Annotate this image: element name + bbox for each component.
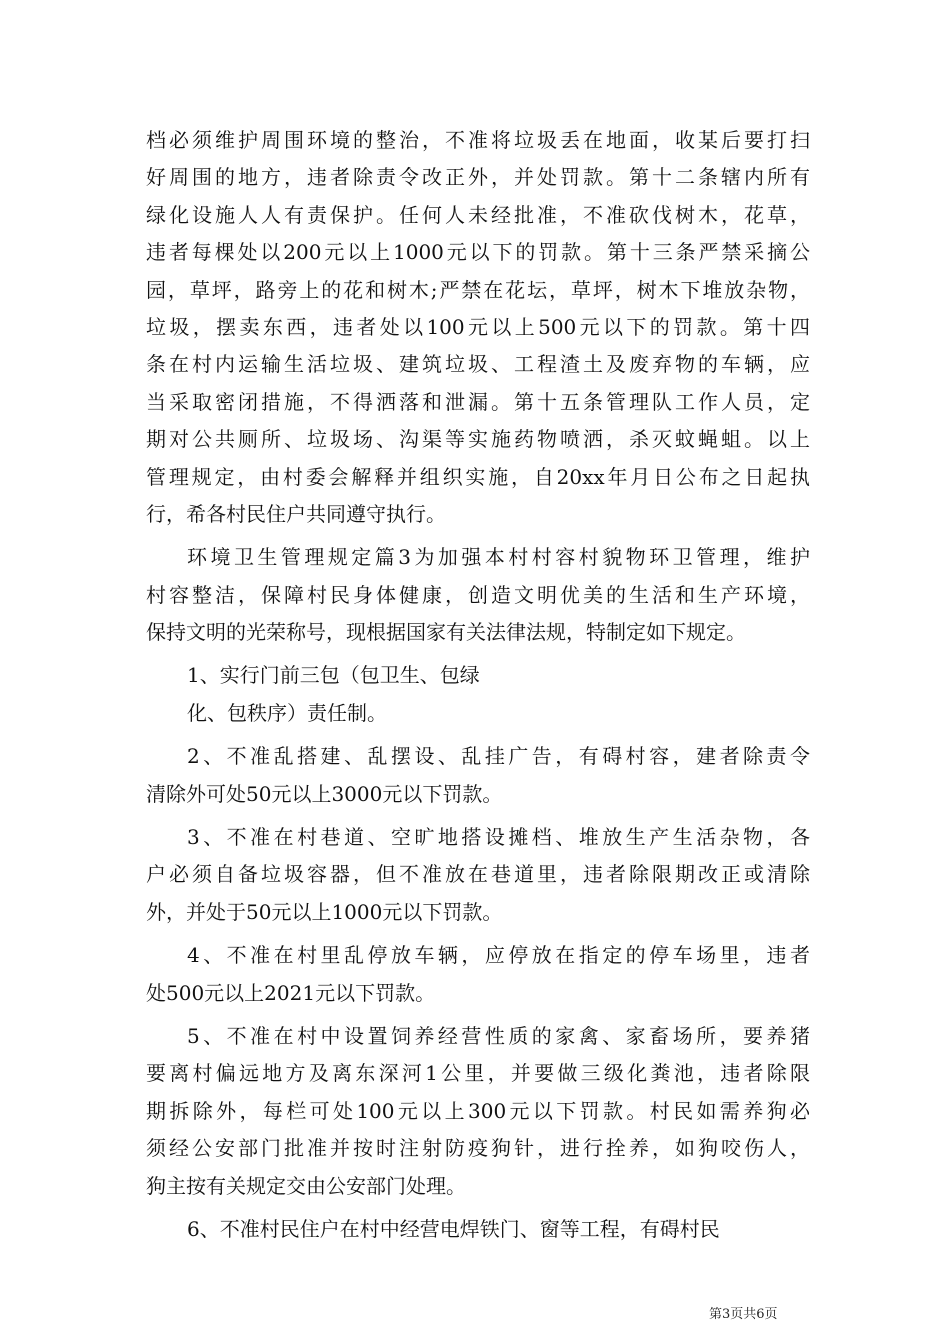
text-line: 园，草坪，路旁上的花和树木;严禁在花坛，草坪，树木下堆放杂物，: [146, 277, 810, 302]
text-line: 1、实行门前三包（包卫生、包绿: [187, 663, 480, 688]
text-line: 5、不准在村中设置饲养经营性质的家禽、家畜场所，要养猪: [187, 1023, 810, 1048]
text-line: 外，并处于50元以上1000元以下罚款。: [146, 899, 503, 924]
text-line: 须经公安部门批准并按时注射防疫狗针，进行拴养，如狗咬伤人，: [146, 1136, 810, 1161]
text-line: 当采取密闭措施，不得洒落和泄漏。第十五条管理队工作人员，定: [146, 389, 810, 414]
document-body: [146, 122, 810, 1248]
page-number: 第3页共6页: [709, 1307, 778, 1322]
text-line: 2、不准乱搭建、乱摆设、乱挂广告，有碍村容，建者除责令: [187, 744, 810, 769]
text-line: 4、不准在村里乱停放车辆，应停放在指定的停车场里，违者: [187, 943, 810, 968]
text-line: 条在村内运输生活垃圾、建筑垃圾、工程渣土及废弃物的车辆，应: [146, 352, 810, 377]
text-line: 村容整洁，保障村民身体健康，创造文明优美的生活和生产环境，: [146, 582, 810, 607]
text-line: 期拆除外，每栏可处100元以上300元以下罚款。村民如需养狗必: [146, 1098, 810, 1123]
text-line: 狗主按有关规定交由公安部门处理。: [146, 1173, 466, 1198]
text-line: 处500元以上2021元以下罚款。: [146, 980, 436, 1005]
text-line: 6、不准村民住户在村中经营电焊铁门、窗等工程，有碍村民: [187, 1216, 720, 1241]
text-line: 环境卫生管理规定篇3为加强本村村容村貌物环卫管理，维护: [187, 545, 810, 570]
text-line: 化、包秩序）责任制。: [187, 700, 387, 725]
text-line: 要离村偏远地方及离东深河1公里，并要做三级化粪池，违者除限: [146, 1061, 810, 1086]
text-line: 户必须自备垃圾容器，但不准放在巷道里，违者除限期改正或清除: [146, 862, 810, 887]
text-line: 绿化设施人人有责保护。任何人未经批准，不准砍伐树木，花草，: [146, 202, 810, 227]
text-line: 档必须维护周围环境的整治，不准将垃圾丢在地面，收某后要打扫: [146, 128, 810, 152]
text-line: 行，希各村民住户共同遵守执行。: [146, 501, 446, 526]
text-line: 垃圾，摆卖东西，违者处以100元以上500元以下的罚款。第十四: [146, 314, 810, 339]
text-line: 违者每棵处以200元以上1000元以下的罚款。第十三条严禁采摘公: [146, 240, 810, 265]
text-line: 清除外可处50元以上3000元以下罚款。: [146, 781, 503, 806]
text-line: 期对公共厕所、垃圾场、沟渠等实施药物喷洒，杀灭蚊蝇蛆。以上: [146, 427, 810, 452]
text-line: 3、不准在村巷道、空旷地搭设摊档、堆放生产生活杂物，各: [187, 825, 810, 850]
text-line: 保持文明的光荣称号，现根据国家有关法律法规，特制定如下规定。: [146, 620, 746, 645]
text-line: 管理规定，由村委会解释并组织实施，自20xx年月日公布之日起执: [146, 464, 810, 489]
text-line: 好周围的地方，违者除责令改正外，并处罚款。第十二条辖内所有: [146, 165, 810, 190]
